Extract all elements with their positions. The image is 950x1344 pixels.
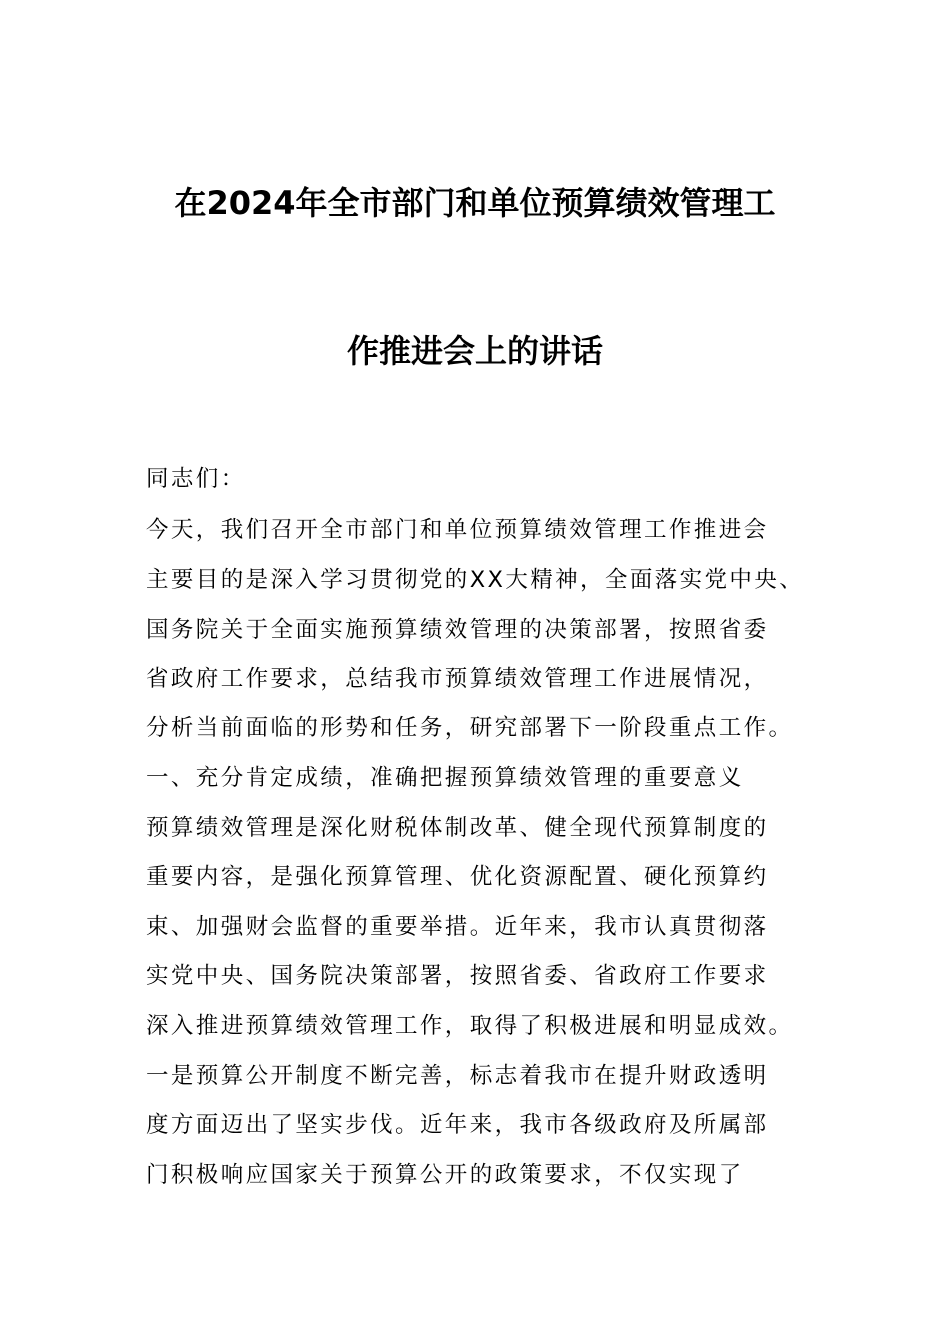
body-line: 分析当前面临的形势和任务，研究部署下一阶段重点工作。	[146, 715, 794, 741]
salutation: 同志们：	[146, 466, 246, 492]
document-title-line-1: 在2024年全市部门和单位预算绩效管理工	[174, 184, 776, 222]
body-line: 度方面迈出了坚实步伐。近年来，我市各级政府及所属部	[146, 1112, 769, 1138]
body-line: 今天，我们召开全市部门和单位预算绩效管理工作推进会	[146, 517, 769, 543]
body-line: 实党中央、国务院决策部署，按照省委、省政府工作要求	[146, 963, 769, 989]
body-line: 束、加强财会监督的重要举措。近年来，我市认真贯彻落	[146, 914, 769, 940]
body-line: 重要内容，是强化预算管理、优化资源配置、硬化预算约	[146, 864, 769, 890]
body-line: 预算绩效管理是深化财税体制改革、健全现代预算制度的	[146, 815, 769, 841]
body-line: 一是预算公开制度不断完善，标志着我市在提升财政透明	[146, 1063, 769, 1089]
section-heading: 一、充分肯定成绩，准确把握预算绩效管理的重要意义	[146, 765, 744, 791]
body-line: 国务院关于全面实施预算绩效管理的决策部署，按照省委	[146, 617, 769, 643]
body-line: 深入推进预算绩效管理工作，取得了积极进展和明显成效。	[146, 1013, 794, 1039]
body-line: 省政府工作要求，总结我市预算绩效管理工作进展情况，	[146, 666, 769, 692]
body-line: 门积极响应国家关于预算公开的政策要求，不仅实现了	[146, 1162, 744, 1188]
body-line: 主要目的是深入学习贯彻党的XX大精神，全面落实党中央、	[146, 567, 805, 593]
document-title-line-2: 作推进会上的讲话	[346, 332, 603, 370]
